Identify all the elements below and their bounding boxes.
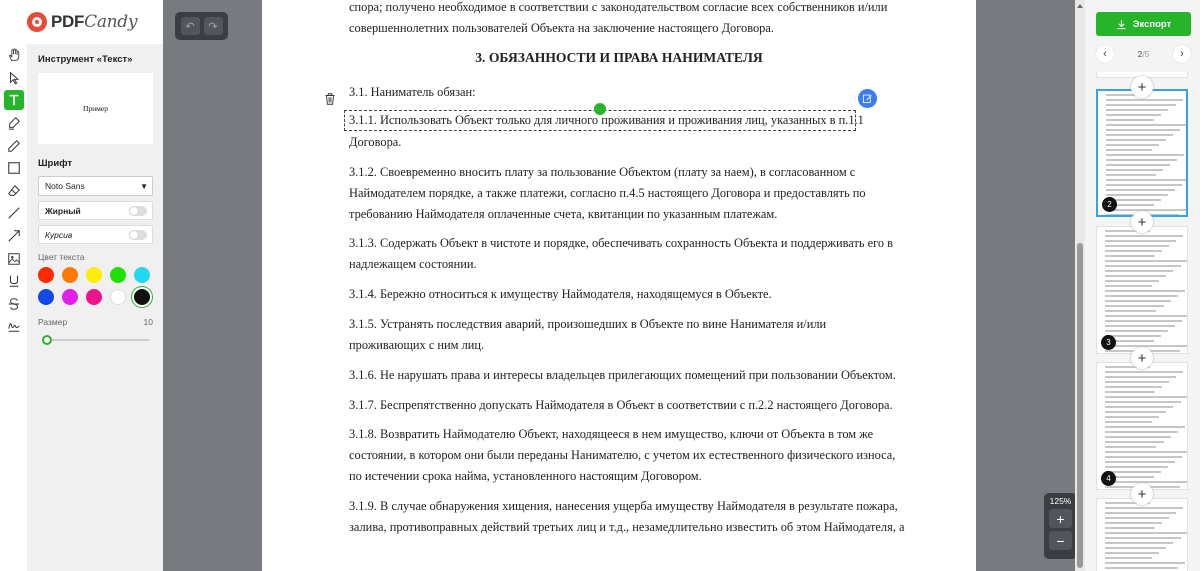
edit-button[interactable] <box>858 89 877 108</box>
thumbnail-text-line <box>1105 295 1178 297</box>
next-page-button[interactable] <box>1173 45 1191 63</box>
size-slider-handle[interactable] <box>42 335 52 345</box>
strikethrough-tool[interactable] <box>0 293 28 316</box>
thumbnail-text-line <box>1106 159 1177 161</box>
text-line: по истечении срока найма, установленного настоящим Договором. <box>349 469 702 483</box>
page-number-badge: 4 <box>1101 471 1116 486</box>
arrow-tool[interactable] <box>0 225 28 248</box>
thumbnail-text-line <box>1105 290 1185 292</box>
image-tool[interactable] <box>0 247 28 270</box>
strikethrough-icon <box>7 297 21 311</box>
thumbnail-text-line <box>1106 129 1180 131</box>
italic-toggle-row <box>38 225 153 244</box>
export-button[interactable] <box>1096 12 1191 36</box>
canvas-scrollbar[interactable] <box>1075 0 1085 571</box>
thumbnail-text-line <box>1106 124 1187 126</box>
thumbnail-text-line <box>1105 345 1187 347</box>
plus-icon: + <box>1137 213 1147 231</box>
pencil-tool[interactable] <box>0 134 28 157</box>
color-swatch[interactable] <box>38 289 54 305</box>
thumbnail-text-line <box>1105 461 1175 463</box>
thumbnail-text-line <box>1105 245 1169 247</box>
chevron-left-icon: ‹ <box>1103 48 1107 60</box>
highlighter-icon <box>7 116 21 130</box>
page-number-badge: 3 <box>1101 335 1116 350</box>
plus-icon: + <box>1056 510 1065 527</box>
thumbnail-text-line <box>1105 280 1159 282</box>
color-swatch[interactable] <box>86 289 102 305</box>
thumbnail-text-line <box>1105 431 1178 433</box>
hand-icon <box>7 48 21 62</box>
thumbnail-text-line <box>1105 386 1162 388</box>
minus-icon: − <box>1056 532 1065 549</box>
page-thumbnail[interactable] <box>1096 362 1188 490</box>
thumbnail-text-line <box>1105 235 1183 237</box>
add-page-button[interactable] <box>1131 347 1153 369</box>
selected-text: 3.1.1. Использовать Объект только для личного проживания и проживания лиц, указанных в п.1.1 <box>349 113 864 127</box>
cursor-icon <box>7 71 21 85</box>
logo[interactable] <box>0 0 163 44</box>
plus-icon: + <box>1137 485 1147 503</box>
arrow-icon <box>7 229 21 243</box>
page-navigator <box>1096 43 1191 65</box>
thumbnail-text-line <box>1105 391 1155 393</box>
thumbnail-text-line <box>1105 315 1188 317</box>
thumbnail-text-line <box>1105 330 1168 332</box>
zoom-in-button[interactable] <box>1049 509 1072 528</box>
thumbnail-text-line <box>1105 481 1187 483</box>
color-swatch[interactable] <box>38 267 54 283</box>
select-tool[interactable] <box>0 67 28 90</box>
thumbnail-text-line <box>1105 562 1185 564</box>
thumbnail-text-line <box>1106 189 1175 191</box>
thumbnail-text-line <box>1105 537 1181 539</box>
redo-button[interactable] <box>204 17 223 35</box>
thumbnail-text-line <box>1105 446 1156 448</box>
text-line: залива, противоправных действий третьих лиц и т.д., незамедлительно известить об этом Наймодателя, а <box>349 520 905 534</box>
logo-light: Candy <box>84 12 138 32</box>
color-swatch[interactable] <box>110 289 126 305</box>
thumbnail-text-line <box>1105 320 1182 322</box>
page-thumbnail[interactable] <box>1096 89 1188 217</box>
color-swatch[interactable] <box>134 289 150 305</box>
eraser-icon <box>7 184 21 198</box>
hand-tool[interactable] <box>0 44 28 67</box>
add-page-button[interactable] <box>1131 211 1153 233</box>
thumbnail-text-line <box>1105 436 1171 438</box>
plus-icon: + <box>1137 78 1147 96</box>
thumbnail-text-line <box>1106 174 1156 176</box>
eraser-tool[interactable] <box>0 180 28 203</box>
text-preview <box>38 73 153 144</box>
thumbnail-text-line <box>1106 154 1184 156</box>
thumbnail-text-line <box>1105 527 1155 529</box>
thumbnail-text-line <box>1105 255 1155 257</box>
thumbnail-text-line <box>1105 305 1164 307</box>
thumbnail-text-line <box>1105 381 1169 383</box>
font-label: Шрифт <box>38 158 73 169</box>
text-line: требованию Наймодателя оплаченные счета, квитанции по указанным платежам. <box>349 207 778 221</box>
page-number-badge: 2 <box>1102 197 1117 212</box>
text-line: 3.1.8. Возвратить Наймодателю Объект, находящееся в нем имущество, ключи от Объекта в том же <box>349 427 874 441</box>
pencil-icon <box>7 139 21 153</box>
text-tool[interactable] <box>0 89 28 112</box>
thumbnail-text-line <box>1106 164 1170 166</box>
redo-icon: ↷ <box>208 20 218 33</box>
thumbnail-text-line <box>1105 421 1152 423</box>
italic-label: Курсив <box>45 229 73 240</box>
font-value: Noto Sans <box>45 181 85 191</box>
thumbnail-text-line <box>1106 139 1166 141</box>
thumbnail-text-line <box>1106 169 1163 171</box>
thumbnail-text-line <box>1105 426 1185 428</box>
thumbnail-text-line <box>1105 451 1188 453</box>
document-page <box>262 0 976 571</box>
text-line: 3.1.5. Устранять последствия аварий, произошедших в Объекте по вине Нанимателя и/или <box>349 317 827 331</box>
download-icon <box>1116 19 1127 30</box>
thumbnail-text-line <box>1105 401 1181 403</box>
color-label: Цвет текста <box>38 252 85 262</box>
undo-icon: ↶ <box>185 20 195 33</box>
underline-icon <box>7 274 21 288</box>
current-page: 2 <box>1137 49 1143 59</box>
thumbnail-text-line <box>1105 517 1169 519</box>
thumbnail-text-line <box>1105 240 1176 242</box>
chevron-right-icon: › <box>1180 48 1184 60</box>
text-line: Договора. <box>349 135 402 149</box>
thumbnail-text-line <box>1106 104 1176 106</box>
preview-text: Пример <box>82 104 108 113</box>
thumbnail-text-line <box>1105 396 1188 398</box>
thumbnail-text-line <box>1105 416 1159 418</box>
signature-tool[interactable] <box>0 315 28 338</box>
thumbnail-text-line <box>1105 376 1176 378</box>
italic-switch[interactable] <box>129 230 147 240</box>
pages-panel <box>1085 0 1200 571</box>
panel-title: Инструмент «Текст» <box>38 54 133 65</box>
text-line: проживающих с ним лиц. <box>349 338 485 352</box>
thumbnail-text-line <box>1105 411 1166 413</box>
size-value: 10 <box>143 317 153 327</box>
thumbnail-text-line <box>1106 209 1186 211</box>
thumbnail-text-line <box>1106 144 1159 146</box>
total-pages: /5 <box>1142 49 1150 59</box>
add-page-button[interactable] <box>1131 76 1153 98</box>
font-select[interactable] <box>38 176 153 196</box>
text-line: спора; получено необходимое в соответствии с законодательством согласие всех собственников и/или <box>349 0 888 14</box>
rectangle-icon <box>7 161 21 175</box>
thumbnail-text-line <box>1105 285 1152 287</box>
logo-bold: PDF <box>51 12 85 31</box>
text-line: состоянии, в котором они были переданы Нанимателю, с учетом их естественного физического износа, <box>349 448 896 462</box>
size-slider[interactable] <box>38 333 153 347</box>
prev-page-button[interactable] <box>1096 45 1114 63</box>
text-line: надлежащем состоянии. <box>349 257 477 271</box>
thumbnail-text-line <box>1105 260 1188 262</box>
thumbnail-text-line <box>1106 149 1152 151</box>
underline-tool[interactable] <box>0 270 28 293</box>
trash-icon <box>323 92 337 106</box>
thumbnail-text-line <box>1106 114 1161 116</box>
text-line: 3.1. Наниматель обязан: <box>349 85 476 99</box>
thumbnail-text-line <box>1105 557 1152 559</box>
highlighter-tool[interactable] <box>0 112 28 135</box>
add-page-button[interactable] <box>1131 483 1153 505</box>
thumbnail-text-line <box>1105 265 1181 267</box>
scrollbar-thumb[interactable] <box>1077 243 1083 568</box>
thumbnail-text-line <box>1105 310 1156 312</box>
thumbnail-text-line <box>1106 194 1168 196</box>
thumbnail-text-line <box>1105 512 1176 514</box>
thumbnail-text-line <box>1105 542 1173 544</box>
size-label: Размер <box>38 317 68 327</box>
scroll-up-icon[interactable] <box>1077 4 1083 8</box>
thumbnail-text-line <box>1105 275 1166 277</box>
undo-button[interactable] <box>181 17 200 35</box>
zoom-out-button[interactable] <box>1049 531 1072 550</box>
thumbnail-text-line <box>1105 547 1166 549</box>
thumbnail-text-line <box>1106 119 1154 121</box>
page-indicator <box>1138 49 1150 59</box>
text-tool-panel <box>28 44 163 571</box>
thumbnail-text-line <box>1105 466 1168 468</box>
thumbnail-text-line <box>1105 522 1162 524</box>
edit-icon <box>862 93 873 104</box>
thumbnail-text-line <box>1105 325 1175 327</box>
text-line: 3.1.9. В случае обнаружения хищения, нанесения ущерба имуществу Наймодателя в результате пожара, <box>349 499 898 513</box>
text-line: 3.1.3. Содержать Объект в чистоте и порядке, обеспечивать сохранность Объекта и поддерживать его в <box>349 236 894 250</box>
bold-switch[interactable] <box>129 206 147 216</box>
thumbnail-text-line <box>1106 179 1188 181</box>
page-thumbnail[interactable] <box>1096 226 1188 354</box>
export-label: Экспорт <box>1132 18 1172 30</box>
color-swatch[interactable] <box>134 267 150 283</box>
text-line: совершеннолетних пользователей Объекта на заключение настоящего Договора. <box>349 21 774 35</box>
color-swatch[interactable] <box>110 267 126 283</box>
text-line: 3.1.2. Своевременно вносить плату за пользование Объектом (плату за наем), в согласованном с <box>349 165 856 179</box>
delete-button[interactable] <box>322 90 338 108</box>
thumbnail-text-line <box>1105 567 1178 569</box>
thumbnail-text-line <box>1105 552 1159 554</box>
chevron-down-icon: ▼ <box>140 181 148 191</box>
bold-label: Жирный <box>45 205 81 216</box>
signature-icon <box>7 319 21 333</box>
thumbnail-text-line <box>1105 270 1173 272</box>
color-swatch[interactable] <box>62 289 78 305</box>
section-heading: 3. ОБЯЗАННОСТИ И ПРАВА НАНИМАТЕЛЯ <box>475 50 763 65</box>
thumbnail-text-line <box>1105 507 1183 509</box>
thumbnail-text-line <box>1105 371 1183 373</box>
zoom-level: 125% <box>1049 496 1072 506</box>
color-swatch[interactable] <box>86 267 102 283</box>
zoom-control <box>1044 493 1077 559</box>
text-icon <box>7 93 21 107</box>
line-icon <box>7 206 21 220</box>
text-line: Наймодателем порядке, а также платежи, согласно п.4.5 настоящего Договора и предоставлять по <box>349 186 866 200</box>
document-canvas[interactable] <box>163 0 1085 571</box>
thumbnail-text-line <box>1106 184 1182 186</box>
logo-icon <box>27 12 47 32</box>
image-icon <box>7 252 21 266</box>
text-line: 3.1.4. Бережно относиться к имуществу Наймодателя, находящемуся в Объекте. <box>349 287 772 301</box>
plus-icon: + <box>1137 349 1147 367</box>
thumbnail-text-line <box>1105 532 1188 534</box>
undo-redo-group <box>175 12 228 40</box>
thumbnail-list <box>1085 72 1200 571</box>
thumbnail-text-line <box>1105 406 1173 408</box>
color-palette <box>38 267 153 305</box>
line-tool[interactable] <box>0 202 28 225</box>
thumbnail-text-line <box>1105 250 1162 252</box>
tool-bar <box>0 44 28 571</box>
thumbnail-text-line <box>1106 134 1173 136</box>
thumbnail-text-line <box>1106 109 1168 111</box>
thumbnail-text-line <box>1105 441 1164 443</box>
text-line: 3.1.7. Беспрепятственно допускать Наймодателя в Объект в соответствии с п.2.2 настоящего Договора. <box>349 398 893 412</box>
rectangle-tool[interactable] <box>0 157 28 180</box>
text-line: 3.1.6. Не нарушать права и интересы владельцев прилегающих помещений при пользовании Объектом. <box>349 368 896 382</box>
bold-toggle-row <box>38 201 153 220</box>
page-thumbnail[interactable] <box>1096 498 1188 571</box>
thumbnail-text-line <box>1105 456 1182 458</box>
color-swatch[interactable] <box>62 267 78 283</box>
thumbnail-text-line <box>1106 99 1183 101</box>
thumbnail-text-line <box>1105 300 1171 302</box>
